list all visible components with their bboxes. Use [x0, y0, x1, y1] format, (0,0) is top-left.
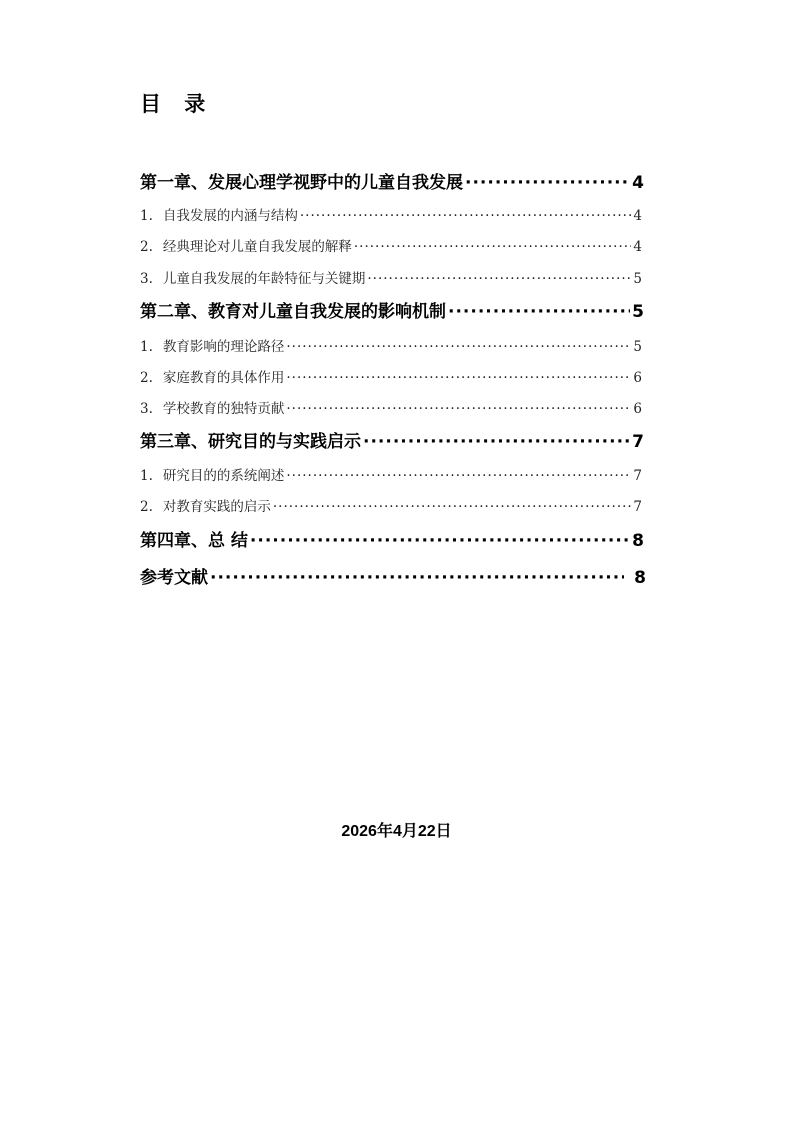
toc-entry-number: 2.: [140, 370, 153, 386]
toc-leader-dots: [273, 499, 632, 515]
toc-entry-section-2-1[interactable]: [140, 335, 642, 355]
toc-entry-number: 2.: [140, 499, 153, 515]
toc-entry-section-2-2[interactable]: [140, 366, 642, 386]
toc-leader-dots: [210, 568, 624, 588]
toc-entry-text: 参考文献: [140, 568, 208, 588]
toc-entry-number: 1.: [140, 468, 153, 484]
toc-entry-chapter-4[interactable]: [140, 526, 644, 551]
toc-entry-page: 6: [633, 370, 642, 386]
toc-entry-chapter-3[interactable]: [140, 427, 644, 452]
toc-entry-text: 第四章、总 结: [140, 531, 248, 551]
toc-entry-number: 1.: [140, 208, 153, 224]
toc-entry-text: 研究目的的系统阐述: [162, 468, 285, 484]
toc-entry-text: 经典理论对儿童自我发展的解释: [162, 239, 352, 255]
toc-leader-dots: [448, 302, 630, 322]
toc-leader-dots: [250, 531, 630, 551]
toc-entry-page: 8: [632, 531, 644, 551]
toc-entry-text: 第二章、教育对儿童自我发展的影响机制: [140, 302, 446, 322]
toc-entry-page: 5: [633, 271, 642, 287]
toc-entry-page: 4: [633, 208, 642, 224]
toc-entry-text: 第三章、研究目的与实践启示: [140, 432, 361, 452]
toc-leader-dots: [367, 271, 631, 287]
toc-leader-dots: [363, 432, 630, 452]
toc-title: 目 录: [140, 92, 214, 116]
toc-entry-chapter-2[interactable]: [140, 297, 644, 322]
toc-entry-text: 儿童自我发展的年龄特征与关键期: [162, 271, 366, 287]
toc-entry-page: 7: [633, 499, 642, 515]
toc-entry-page: 7: [633, 468, 642, 484]
toc-entry-number: 3.: [140, 401, 153, 417]
toc-entry-number: 3.: [140, 271, 153, 287]
toc-entry-text: 学校教育的独特贡献: [162, 401, 285, 417]
toc-leader-dots: [286, 339, 631, 355]
toc-entry-section-1-2[interactable]: [140, 235, 642, 255]
document-date: 2026年4月22日: [341, 823, 452, 840]
toc-entry-text: 自我发展的内涵与结构: [162, 208, 298, 224]
toc-entry-text: 对教育实践的启示: [162, 499, 271, 515]
toc-entry-chapter-1[interactable]: [140, 168, 644, 193]
toc-leader-dots: [354, 239, 632, 255]
toc-entry-section-2-3[interactable]: [140, 397, 642, 417]
toc-entry-references[interactable]: [140, 563, 646, 588]
toc-entry-section-3-1[interactable]: [140, 464, 642, 484]
toc-entry-page: 5: [633, 339, 642, 355]
toc-entry-page: 5: [632, 302, 644, 322]
toc-entry-section-3-2[interactable]: [140, 495, 642, 515]
toc-leader-dots: [286, 370, 631, 386]
toc-leader-dots: [286, 401, 631, 417]
toc-leader-dots: [300, 208, 632, 224]
toc-entry-page: 6: [633, 401, 642, 417]
toc-entry-number: 2.: [140, 239, 153, 255]
toc-leader-dots: [465, 173, 630, 193]
toc-entry-page: 7: [632, 432, 644, 452]
toc-entry-text: 第一章、发展心理学视野中的儿童自我发展: [140, 173, 463, 193]
toc-entry-page: 4: [633, 239, 642, 255]
toc-entry-number: 1.: [140, 339, 153, 355]
toc-entry-text: 家庭教育的具体作用: [162, 370, 285, 386]
toc-leader-dots: [286, 468, 631, 484]
toc-entry-page: 4: [632, 173, 644, 193]
toc-entry-page: 8: [634, 568, 646, 588]
toc-entry-section-1-1[interactable]: [140, 204, 642, 224]
toc-entry-section-1-3[interactable]: [140, 267, 642, 287]
toc-entry-text: 教育影响的理论路径: [162, 339, 285, 355]
